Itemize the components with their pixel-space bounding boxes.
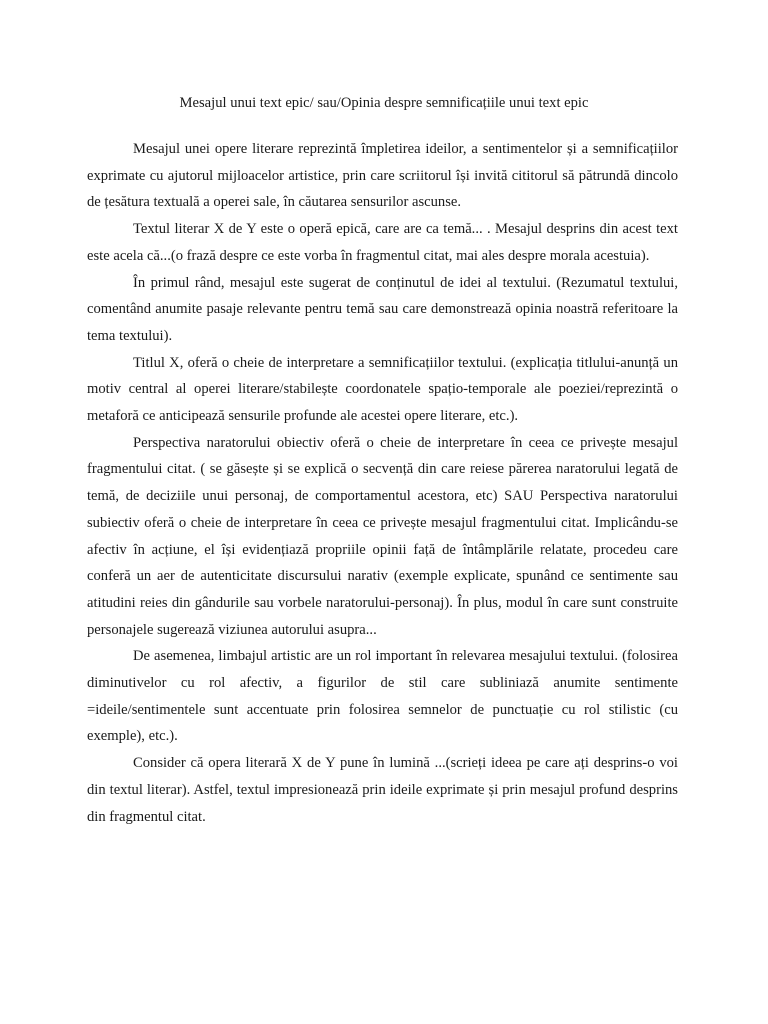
document-body (87, 136, 678, 830)
paragraph-content: În primul rând, mesajul este sugerat de conținutul de idei al textului. (Rezumatul textului, comentând anumite pasaje relevante pentru temă sau care demonstrează opinia noastră referitoare la tema textului). (87, 274, 678, 344)
paragraph-narrator: Perspectiva naratorului obiectiv oferă o cheie de interpretare în ceea ce privește mesajul fragmentului citat. ( se găsește și se explică o secvență din care reiese părerea naratorului legată de temă, de deciziile unui personaj, de comportamentul acestora, etc) SAU Perspectiva naratorului subiectiv oferă o cheie de interpretare în ceea ce privește mesajul fragmentului citat. Implicându-se afectiv în acțiune, el își evidențiază propriile opinii față de întâmplările relatate, procedeu care conferă un aer de autenticitate discursului narativ (exemple explicate, spunând ce sentimente sau atitudini reies din gândurile sau vorbele naratorului-personaj). În plus, modul în care sunt construite personajele sugerează viziunea autorului asupra... (87, 434, 678, 638)
document-title: Mesajul unui text epic/ sau/Opinia despre semnificațiile unui text epic (179, 95, 589, 111)
paragraph-intro: Mesajul unei opere literare reprezintă împletirea ideilor, a sentimentelor și a semnificațiilor exprimate cu ajutorul mijloacelor artistice, prin care scriitorul își invită cititorul să pătrundă dincolo de țesătura textuală a operei sale, în căutarea sensurilor ascunse. (87, 141, 678, 211)
paragraph-language: De asemenea, limbajul artistic are un rol important în relevarea mesajului textului. (folosirea diminutivelor cu rol afectiv, a figurilor de stil care subliniază anumite sentimente =ideile/sentimentele sunt accentuate prin folosirea semnelor de punctuație cu rol stilistic (cu exemple), etc.). (87, 648, 678, 745)
paragraph-conclusion: Consider că opera literară X de Y pune în lumină ...(scrieți ideea pe care ați desprins-o voi din textul literar). Astfel, textul impresionează prin ideile exprimate și prin mesajul profund desprins din fragmentul citat. (87, 755, 678, 825)
paragraph-theme: Textul literar X de Y este o operă epică, care are ca temă... . Mesajul desprins din acest text este acela că...(o frază despre ce este vorba în fragmentul citat, mai ales despre morala acestuia). (87, 221, 678, 264)
paragraph-title: Titlul X, oferă o cheie de interpretare a semnificațiilor textului. (explicația titlului-anunță un motiv central al operei literare/stabilește coordonatele spațio-temporale ale poeziei/reprezintă o metaforă ce anticipează sensurile profunde ale acestei opere literare, etc.). (87, 354, 678, 425)
